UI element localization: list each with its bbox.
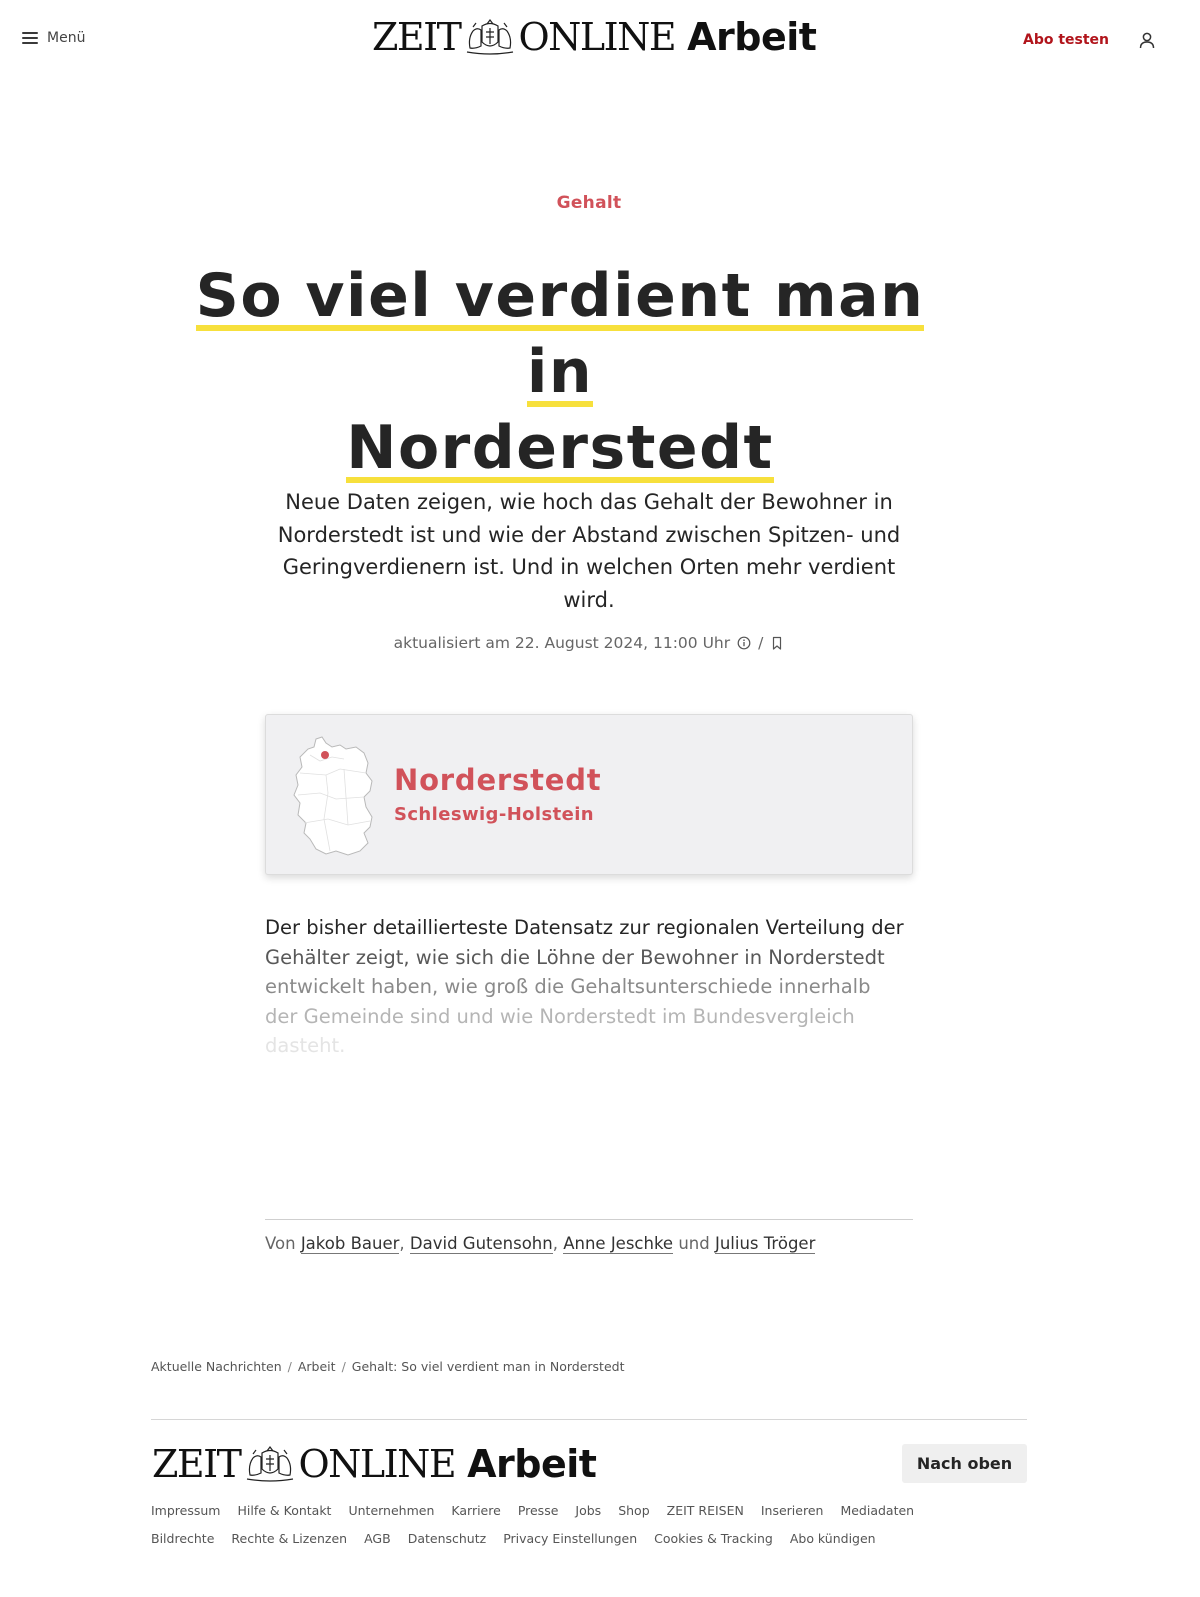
footer-link[interactable]: Rechte & Lizenzen [231, 1531, 348, 1546]
footer-link[interactable]: Shop [618, 1503, 650, 1518]
byline-comma: , [399, 1234, 405, 1253]
article-meta [0, 634, 1178, 652]
footer-link[interactable]: Jobs [575, 1503, 602, 1518]
menu-label: Menü [47, 30, 86, 46]
meta-separator: / [758, 634, 764, 652]
teaser-line: Der bisher detaillierteste Datensatz zur regionalen Verteilung der [265, 916, 904, 939]
footer-link[interactable]: Karriere [451, 1503, 501, 1518]
footer-links-row-1 [151, 1503, 1051, 1518]
germany-map-icon [286, 733, 381, 858]
teaser-line: der Gemeinde sind und wie Norderstedt im Bundesvergleich [265, 1004, 855, 1028]
footer-link[interactable]: Datenschutz [407, 1531, 487, 1546]
footer-link[interactable]: Hilfe & Kontakt [237, 1503, 332, 1518]
breadcrumb-separator: / [287, 1359, 292, 1374]
byline-comma: , [552, 1234, 558, 1253]
footer-link[interactable]: Bildrechte [151, 1531, 215, 1546]
footer-link[interactable]: Cookies & Tracking [654, 1531, 773, 1546]
footer-logo[interactable] [152, 1442, 597, 1486]
location-card [265, 714, 913, 875]
logo-zeit: ZEIT [152, 1442, 241, 1486]
updated-date: aktualisiert am 22. August 2024, 11:00 Uhr [393, 634, 731, 652]
zeit-emblem-icon [463, 18, 517, 56]
zeit-emblem-icon [243, 1445, 297, 1483]
teaser-line: Gehälter zeigt, wie sich die Löhne der Bewohner in Norderstedt [265, 945, 885, 969]
footer-divider [151, 1419, 1027, 1420]
author-link[interactable]: David Gutensohn [409, 1234, 553, 1253]
byline-and: und [678, 1234, 710, 1253]
logo-ressort: Arbeit [467, 1442, 597, 1486]
logo-online: ONLINE [298, 1442, 456, 1486]
article-kicker: Gehalt [556, 193, 622, 213]
teaser-line: dasteht. [265, 1034, 346, 1057]
location-state: Schleswig-Holstein [394, 804, 595, 825]
footer-links-row-2 [151, 1531, 1051, 1546]
footer-link[interactable]: Abo kündigen [789, 1531, 876, 1546]
footer-link[interactable]: AGB [364, 1531, 391, 1546]
title-line-1: So viel verdient man in [195, 261, 925, 407]
menu-button[interactable] [22, 30, 85, 46]
info-icon[interactable] [737, 636, 751, 650]
byline [265, 1234, 815, 1253]
breadcrumb-item[interactable]: Arbeit [297, 1359, 336, 1374]
byline-prefix: Von [265, 1234, 296, 1253]
author-link[interactable]: Anne Jeschke [563, 1234, 674, 1253]
site-logo[interactable] [372, 15, 817, 59]
abo-testen-link[interactable]: Abo testen [1023, 32, 1110, 48]
location-marker [321, 751, 329, 759]
footer-link[interactable]: Presse [517, 1503, 559, 1518]
breadcrumb [151, 1359, 625, 1374]
article-teaser [265, 913, 915, 1061]
article-title [160, 258, 960, 486]
footer-link[interactable]: Unternehmen [348, 1503, 435, 1518]
author-link[interactable]: Jakob Bauer [300, 1234, 400, 1253]
breadcrumb-item-current: Gehalt: So viel verdient man in Norderstedt [351, 1359, 625, 1374]
byline-divider [265, 1219, 913, 1220]
breadcrumb-item[interactable]: Aktuelle Nachrichten [151, 1359, 282, 1374]
user-icon[interactable] [1138, 31, 1156, 49]
bookmark-icon[interactable] [770, 636, 784, 650]
footer-link[interactable]: Inserieren [760, 1503, 824, 1518]
logo-online: ONLINE [518, 15, 676, 59]
menu-icon [22, 32, 38, 44]
footer-link[interactable]: Impressum [151, 1503, 221, 1518]
location-city: Norderstedt [394, 763, 602, 797]
logo-zeit: ZEIT [372, 15, 461, 59]
site-header [0, 0, 1200, 82]
logo-ressort: Arbeit [687, 15, 817, 59]
breadcrumb-separator: / [341, 1359, 346, 1374]
footer-link[interactable]: Mediadaten [840, 1503, 915, 1518]
article-summary: Neue Daten zeigen, wie hoch das Gehalt der Bewohner in Norderstedt ist und wie der Abstand zwischen Spitzen- und Geringverdienern ist. Und in welchen Orten mehr verdient wird. [277, 490, 901, 612]
author-link[interactable]: Julius Tröger [714, 1234, 816, 1253]
teaser-line: entwickelt haben, wie groß die Gehaltsunterschiede innerhalb [265, 975, 871, 998]
footer-link[interactable]: Privacy Einstellungen [503, 1531, 638, 1546]
title-line-2: Norderstedt [346, 413, 774, 483]
back-to-top-button[interactable]: Nach oben [902, 1444, 1027, 1483]
footer-link[interactable]: ZEIT REISEN [666, 1503, 744, 1518]
